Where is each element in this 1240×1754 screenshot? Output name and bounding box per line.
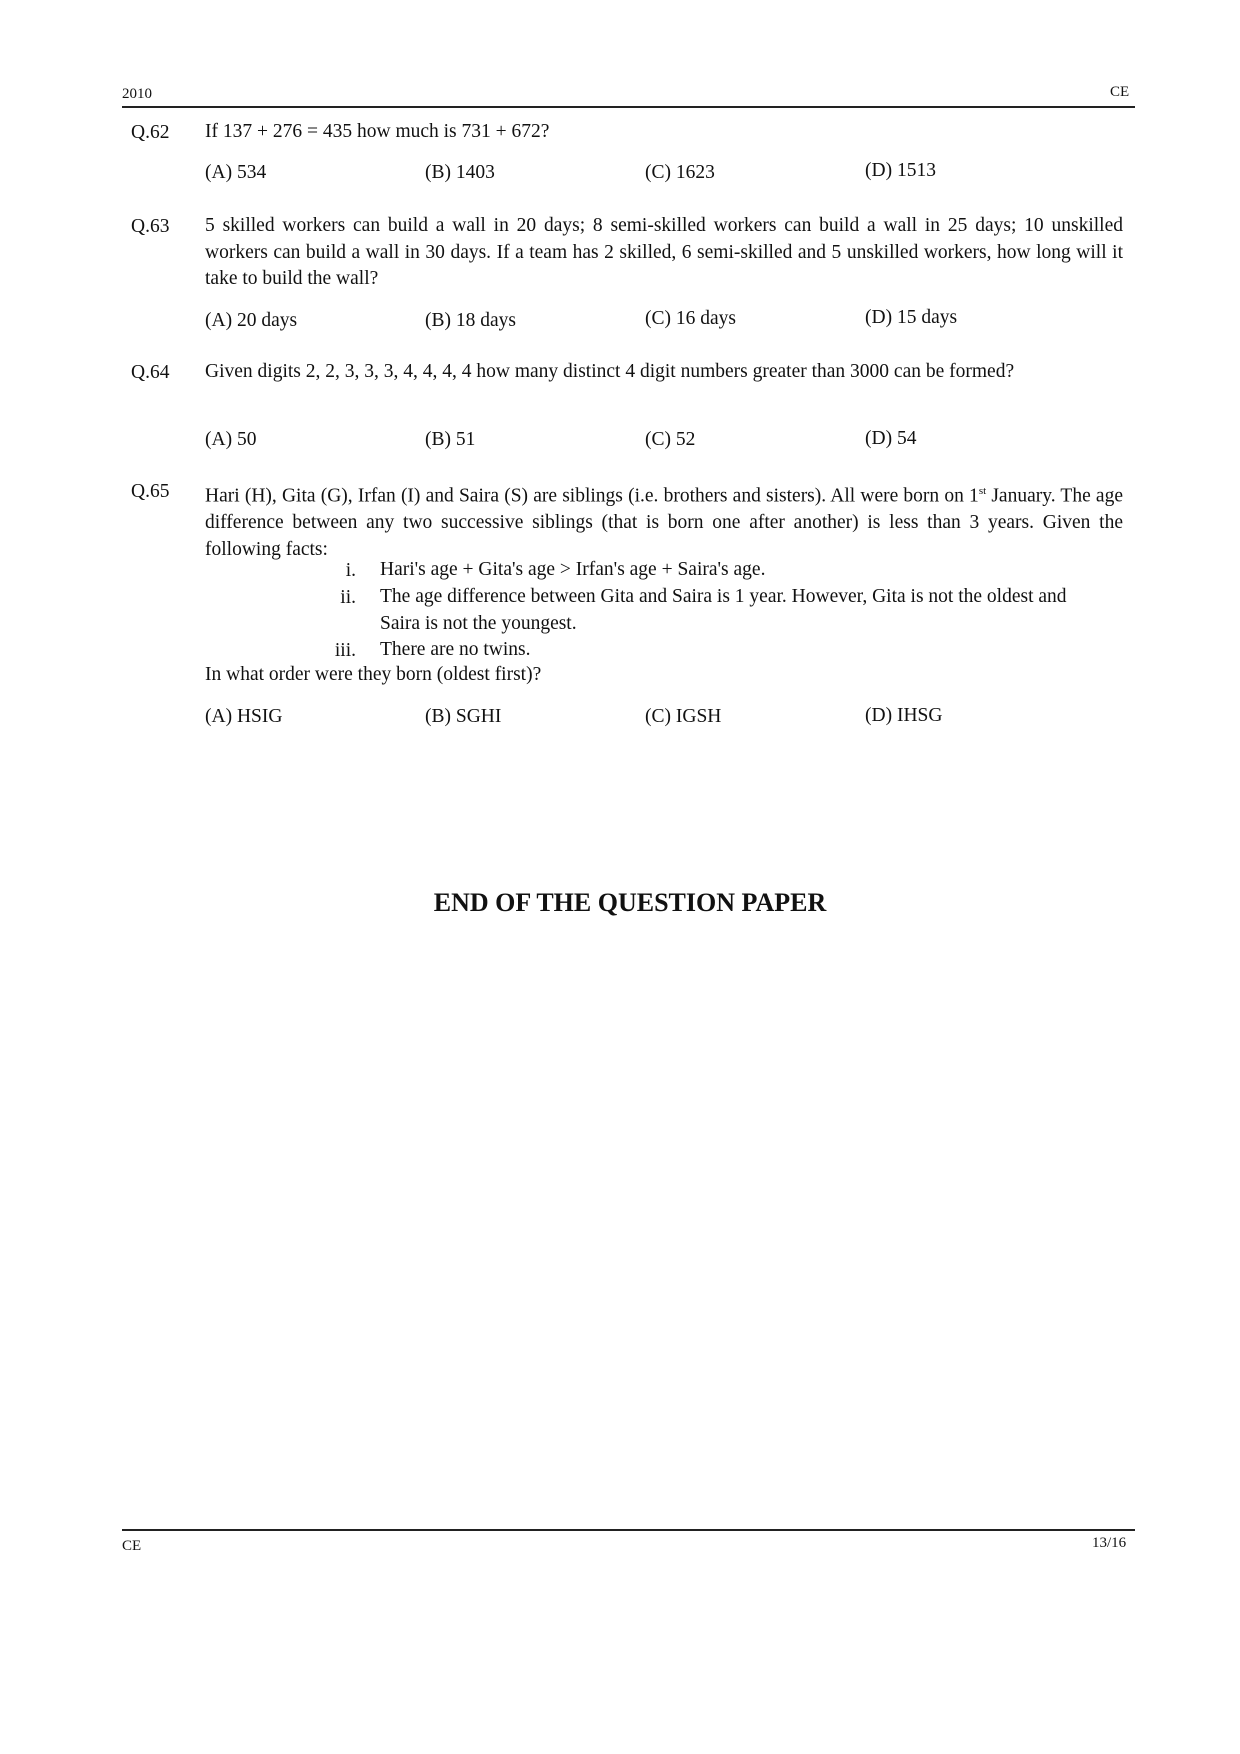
option-b: (B) 51 xyxy=(425,429,476,450)
fact-item: The age difference between Gita and Saira is 1 year. However, Gita is not the oldest and Saira is not the youngest. xyxy=(380,586,1067,634)
question-text: 5 skilled workers can build a wall in 20 days; 8 semi-skilled workers can build a wall in 25 days; 10 unskilled workers can build a wall in 30 days. If a team has 2 skilled, 6 semi-skilled and 5 unskilled workers, how long will it take to build the wall? xyxy=(205,215,1123,289)
text-part: Hari (H), Gita (G), Irfan (I) and Saira (S) are siblings (i.e. brothers and sisters). All were born on 1 xyxy=(205,485,979,507)
option-a: (A) 20 days xyxy=(205,310,298,331)
option-c: (C) IGSH xyxy=(645,706,722,727)
footer-code: CE xyxy=(122,1538,142,1554)
option-c: (C) 52 xyxy=(645,429,696,450)
fact-item: There are no twins. xyxy=(380,639,531,660)
end-of-paper-heading: END OF THE QUESTION PAPER xyxy=(433,888,827,917)
option-d: (D) 15 days xyxy=(865,307,958,328)
option-d: (D) 54 xyxy=(865,428,917,449)
option-c: (C) 16 days xyxy=(645,308,736,329)
question-number: Q.62 xyxy=(131,122,170,143)
option-b: (B) SGHI xyxy=(425,706,502,727)
option-a: (A) HSIG xyxy=(205,706,283,727)
fact-numeral: i. xyxy=(345,560,356,581)
page-number: 13/16 xyxy=(1092,1535,1127,1551)
question-text xyxy=(205,478,1123,563)
header-year: 2010 xyxy=(122,86,152,102)
fact-numeral: ii. xyxy=(340,587,356,608)
fact-item: Hari's age + Gita's age > Irfan's age + Saira's age. xyxy=(380,559,766,580)
option-d: (D) 1513 xyxy=(865,160,936,181)
superscript: st xyxy=(978,485,987,497)
question-text: Given digits 2, 2, 3, 3, 3, 4, 4, 4, 4 how many distinct 4 digit numbers greater than 3000 can be formed? xyxy=(205,361,1015,382)
header-rule xyxy=(122,106,1135,108)
question-number: Q.65 xyxy=(131,481,170,502)
question-number: Q.64 xyxy=(131,362,170,383)
option-b: (B) 18 days xyxy=(425,310,516,331)
option-d: (D) IHSG xyxy=(865,705,943,726)
footer-rule xyxy=(122,1529,1135,1531)
question-text: If 137 + 276 = 435 how much is 731 + 672? xyxy=(205,121,550,142)
question-number: Q.63 xyxy=(131,216,170,237)
option-b: (B) 1403 xyxy=(425,162,495,183)
option-a: (A) 534 xyxy=(205,162,267,183)
option-a: (A) 50 xyxy=(205,429,257,450)
question-prompt: In what order were they born (oldest first)? xyxy=(205,664,542,685)
option-c: (C) 1623 xyxy=(645,162,715,183)
header-code: CE xyxy=(1110,84,1130,100)
text-part: January. The age difference between any two successive siblings (that is born one after another) is less than 3 years. Given the following facts: xyxy=(205,485,1123,560)
fact-numeral: iii. xyxy=(334,640,356,661)
